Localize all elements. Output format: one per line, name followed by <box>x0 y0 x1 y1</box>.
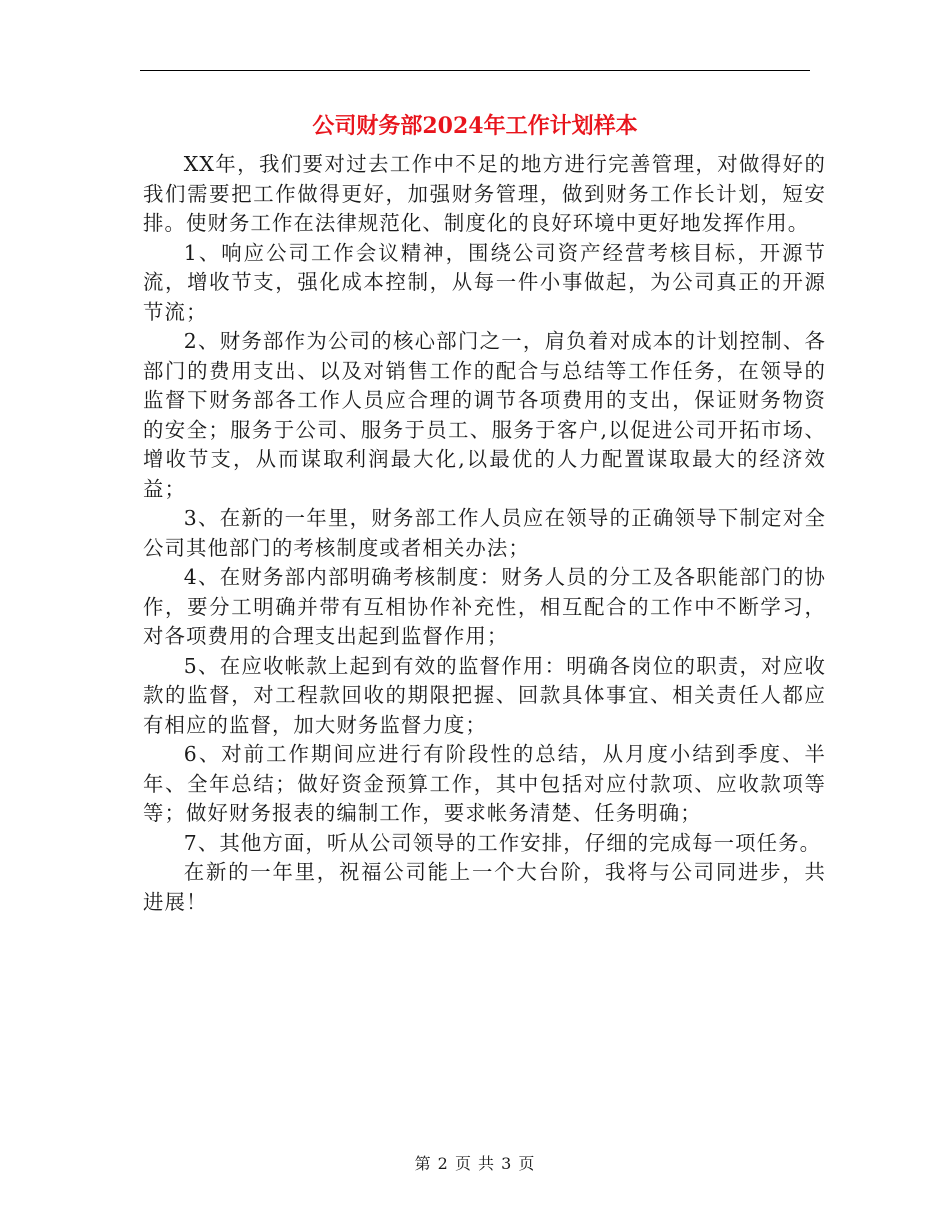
page-footer <box>0 1154 950 1174</box>
plan-item-6: 6、对前工作期间应进行有阶段性的总结，从月度小结到季度、半年、全年总结；做好资金预算工作，其中包括对应付款项、应收款项等等；做好财务报表的编制工作，要求帐务清楚、任务明确； <box>143 742 826 825</box>
plan-item-1: 1、响应公司工作会议精神，围绕公司资产经营考核目标，开源节流，增收节支，强化成本控制，从每一件小事做起，为公司真正的开源节流； <box>143 240 826 324</box>
plan-item-5: 5、在应收帐款上起到有效的监督作用：明确各岗位的职责，对应收款的监督，对工程款回收的期限把握、回款具体事宜、相关责任人都应有相应的监督，加大财务监督力度； <box>143 653 826 737</box>
page-number: 第 2 页 共 3 页 <box>414 1154 536 1173</box>
document-body <box>143 150 826 917</box>
document-title: 公司财务部2024年工作计划样本 <box>312 113 638 139</box>
plan-item-7: 7、其他方面，听从公司领导的工作安排，仔细的完成每一项任务。 <box>183 830 822 855</box>
closing-paragraph: 在新的一年里，祝福公司能上一个大台阶，我将与公司同进步，共进展！ <box>143 860 826 914</box>
header-rule <box>140 70 810 71</box>
plan-item-2: 2、财务部作为公司的核心部门之一，肩负着对成本的计划控制、各部门的费用支出、以及对销售工作的配合与总结等工作任务，在领导的监督下财务部各工作人员应合理的调节各项费用的支出，保证财务物资的安全；服务于公司、服务于员工、服务于客户,以促进公司开拓市场、增收节支，从而谋取利润最大化,以最优的人力配置谋取最大的经济效益； <box>143 329 826 501</box>
plan-item-3: 3、在新的一年里，财务部工作人员应在领导的正确领导下制定对全公司其他部门的考核制度或者相关办法； <box>143 506 826 560</box>
plan-item-4: 4、在财务部内部明确考核制度：财务人员的分工及各职能部门的协作，要分工明确并带有互相协作补充性，相互配合的工作中不断学习，对各项费用的合理支出起到监督作用； <box>143 565 826 648</box>
intro-paragraph: XX年，我们要对过去工作中不足的地方进行完善管理，对做得好的我们需要把工作做得更好，加强财务管理，做到财务工作长计划，短安排。使财务工作在法律规范化、制度化的良好环境中更好地发挥作用。 <box>143 152 826 235</box>
